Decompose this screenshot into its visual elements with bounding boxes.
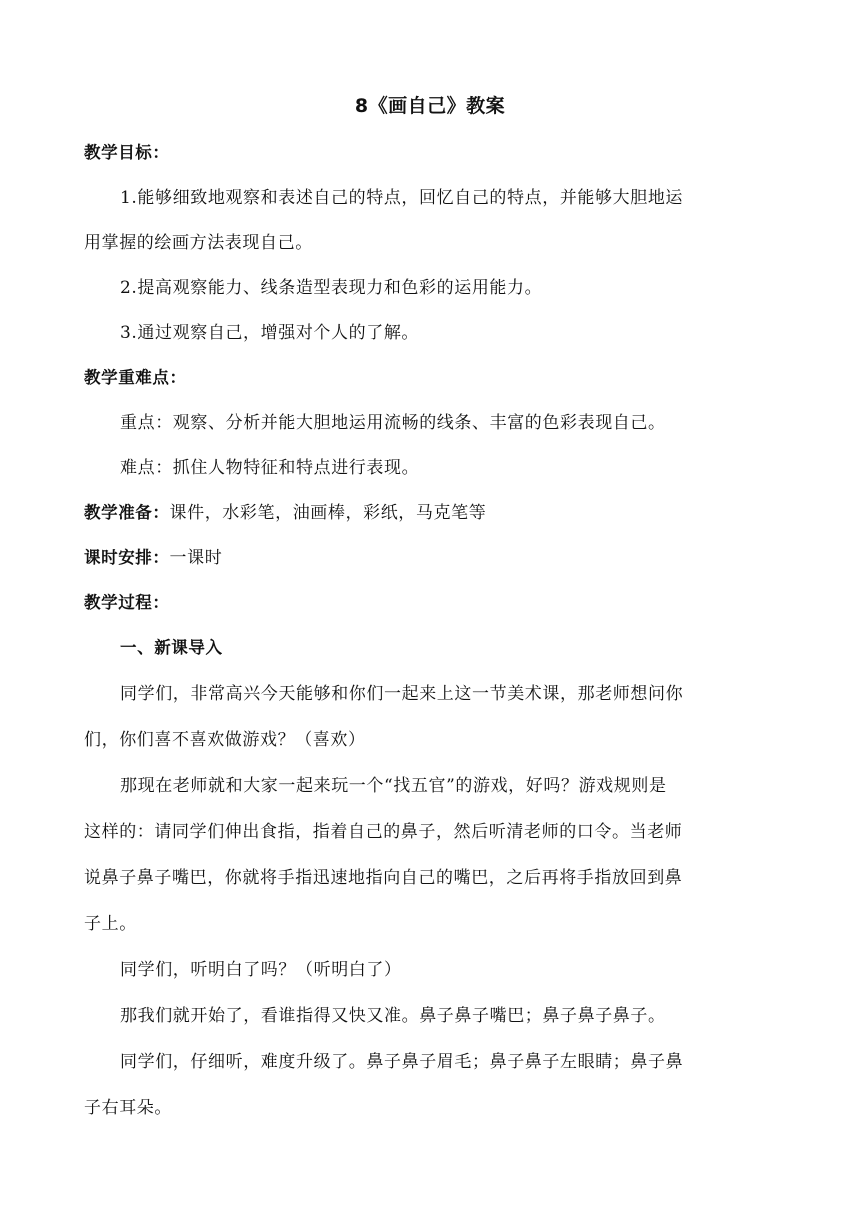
goal-item-1-line-1: 1.能够细致地观察和表述自己的特点，回忆自己的特点，并能够大胆地运	[120, 188, 684, 208]
schedule-text: 一课时	[169, 548, 223, 568]
key-points-heading: 教学重难点：	[84, 368, 187, 387]
paragraph-1-line-2: 们，你们喜不喜欢做游戏？（喜欢）	[84, 730, 366, 750]
paragraph-1-line-1: 同学们，非常高兴今天能够和你们一起来上这一节美术课，那老师想问你	[120, 684, 684, 704]
process-heading: 教学过程：	[84, 593, 170, 612]
preparation-label: 教学准备：	[84, 503, 170, 522]
paragraph-3: 同学们，听明白了吗？（听明白了）	[120, 960, 402, 980]
preparation-line	[84, 500, 486, 526]
paragraph-4: 那我们就开始了，看谁指得又快又准。鼻子鼻子嘴巴；鼻子鼻子鼻子。	[120, 1006, 666, 1026]
section-1-heading: 一、新课导入	[120, 638, 223, 657]
paragraph-5-line-2: 子右耳朵。	[84, 1098, 172, 1118]
goal-item-3: 3.通过观察自己，增强对个人的了解。	[120, 323, 420, 343]
schedule-line	[84, 545, 222, 571]
goal-item-2: 2.提高观察能力、线条造型表现力和色彩的运用能力。	[120, 278, 543, 298]
preparation-text: 课件，水彩笔，油画棒，彩纸，马克笔等	[169, 503, 487, 523]
paragraph-2-line-1: 那现在老师就和大家一起来玩一个“找五官”的游戏，好吗？游戏规则是	[120, 776, 667, 796]
paragraph-2-line-3: 说鼻子鼻子嘴巴，你就将手指迅速地指向自己的嘴巴，之后再将手指放回到鼻	[84, 868, 683, 888]
paragraph-2-line-4: 子上。	[84, 914, 137, 934]
schedule-label: 课时安排：	[84, 548, 170, 567]
difficulty-point: 难点：抓住人物特征和特点进行表现。	[120, 458, 420, 478]
document-title: 8《画自己》教案	[354, 95, 506, 117]
paragraph-5-line-1: 同学们，仔细听，难度升级了。鼻子鼻子眉毛；鼻子鼻子左眼睛；鼻子鼻	[120, 1052, 684, 1072]
key-point: 重点：观察、分析并能大胆地运用流畅的线条、丰富的色彩表现自己。	[120, 413, 666, 433]
goal-item-1-line-2: 用掌握的绘画方法表现自己。	[84, 233, 313, 253]
paragraph-2-line-2: 这样的：请同学们伸出食指，指着自己的鼻子，然后听清老师的口令。当老师	[84, 822, 683, 842]
goals-heading: 教学目标：	[84, 143, 170, 162]
